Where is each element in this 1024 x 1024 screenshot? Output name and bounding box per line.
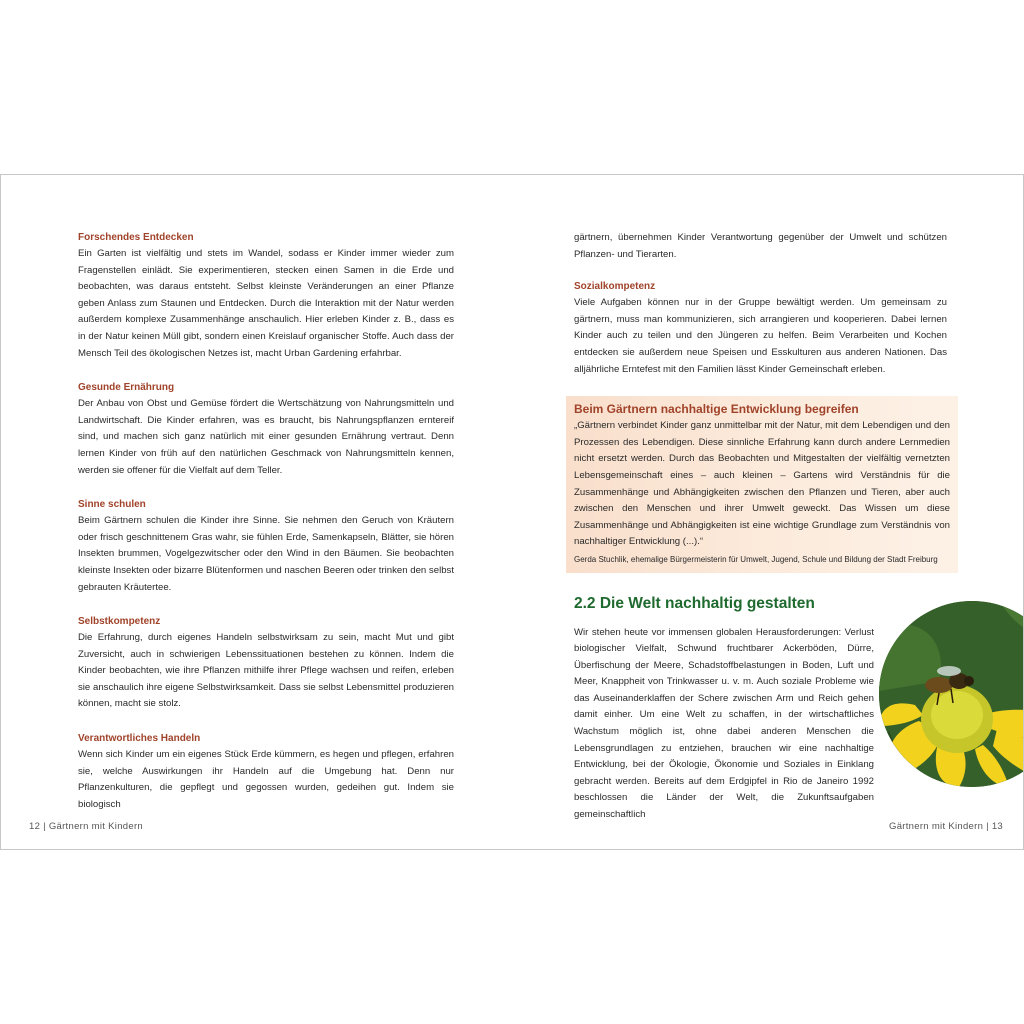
section-sozialkompetenz — [574, 279, 947, 378]
section-body: Viele Aufgaben können nur in der Gruppe bewältigt werden. Um gemeinsam zu gärtnern, muss man kommunizieren, sich arrangieren und kooperieren. Dabei lernen Kinder auch zu teilen und den Jüngeren zu helfen. Beim Verarbeiten und Kochen entdecken sie außerdem neue Speisen und Esskulturen aus anderen Nationen. Das alljährliche Erntefest mit den Familien lässt Kinder Gemeinschaft erleben. — [574, 297, 947, 375]
section-heading: Gesunde Ernährung — [78, 382, 175, 394]
page-footer-left: 12 | Gärtnern mit Kindern — [29, 821, 143, 832]
quote-box — [566, 396, 958, 573]
section-heading: Forschendes Entdecken — [78, 232, 194, 243]
section-title: 2.2 Die Welt nachhaltig gestalten — [574, 594, 815, 612]
quote-heading: Beim Gärtnern nachhaltige Entwicklung begreifen — [574, 402, 859, 417]
left-page-column — [78, 230, 454, 831]
quote-text: „Gärtnern verbindet Kinder ganz unmittelbar mit der Natur, mit dem Lebendigen und den Prozessen des Lebendigen. Diese sinnliche Erfahrung kann durch andere Lernmedien nicht ersetzt werden. Durch das Beobachten und Mitgestalten der vielfältig vernetzten Lebensgemeinschaft eines – auch kleinen – Gartens wird Verständnis für die Zusammenhänge und Abhängigkeiten zwischen den Pflanzen und Tieren, aber auch zwischen den Menschen und ihrer Umwelt geweckt. Das Wissen um diese Zusammenhänge und Abhängigkeiten ist eine wichtige Grundlage zum Verständnis von nachhaltiger Entwicklung (...).“ — [574, 420, 950, 548]
section-heading: Selbstkompetenz — [78, 616, 161, 628]
section-body: Die Erfahrung, durch eigenes Handeln selbstwirksam zu sein, macht Mut und gibt Zuversicht, auch in schwierigen Lebenssituationen bestehen zu können. Indem die Kinder beobachten, wie ihre Pflanzen mithilfe ihrer Pflege wachsen und reifen, erleben sie anschaulich ihre eigene Selbstwirksamkeit. Dass sie selbst Lebensmittel produzieren können, macht sie stolz. — [78, 632, 454, 710]
book-spread — [0, 174, 1024, 850]
quote-source: Gerda Stuchlik, ehemalige Bürgermeisterin für Umwelt, Jugend, Schule und Bildung der Stadt Freiburg — [574, 554, 938, 564]
section-body: Ein Garten ist vielfältig und stets im Wandel, sodass er Kinder immer wieder zum Fragenstellen einlädt. Sie experimentieren, stecken einen Samen in die Erde und beobachten, was daraus entsteht. Selbst kleinste Veränderungen an einer Pflanze geben Anlass zum Staunen und Entdecken. Durch die Interaktion mit der Natur werden außerdem komplexe Zusammenhänge anschaulich. Hier erleben Kinder z. B., dass es in der Natur keinen Müll gibt, sondern einen Kreislauf organischer Stoffe. Auch dass der Mensch Teil des ökologischen Netzes ist, macht Urban Gardening erfahrbar. — [78, 248, 454, 359]
section-heading: Sozialkompetenz — [574, 281, 656, 293]
continuation-text: gärtnern, übernehmen Kinder Verantwortung gegenüber der Umwelt und schützen Pflanzen- und Tierarten. — [574, 232, 947, 260]
section-body: Beim Gärtnern schulen die Kinder ihre Sinne. Sie nehmen den Geruch von Kräutern oder frisch geschnittenem Gras wahr, sie fühlen Erde, Samenkapseln, Blätter, sie hören Insekten brummen, Vogelgezwitscher oder den Wind in den Bäumen. Sie beobachten kleinste Insekten oder bizarre Blütenformen und naschen Beeren oder trinken den selbst gebrauten Kräutertee. — [78, 515, 454, 593]
section-body: Wir stehen heute vor immensen globalen Herausforderungen: Verlust biologischer Vielfalt, Schwund fruchtbarer Ackerböden, Dürre, Überfischung der Meere, Schadstoffbelastungen in Boden, Luft und Meer, Knappheit von Trinkwasser u. v. m. Auch soziale Probleme wie das Auseinanderklaffen der Schere zwischen Arm und Reich gehen damit einher. Um eine Welt zu schaffen, in der wirtschaftliches Wachstum möglich ist, ohne dabei anderen Menschen die Lebensgrundlagen zu entziehen, brauchen wir eine nachhaltige Entwicklung, bei der Ökologie, Ökonomie und Soziales in Einklang gebracht werden. Bereits auf dem Erdgipfel in Rio de Janeiro 1992 beschlossen die Länder der Welt, die Zukunftsaufgaben gemeinschaftlich — [574, 626, 874, 821]
section-heading: Sinne schulen — [78, 499, 146, 511]
section-sinne-schulen — [78, 497, 454, 596]
page-footer-right: Gärtnern mit Kindern | 13 — [889, 821, 1003, 832]
section-heading: Verantwortliches Handeln — [78, 733, 201, 745]
section-selbstkompetenz — [78, 614, 454, 713]
section-body: Wenn sich Kinder um ein eigenes Stück Erde kümmern, es hegen und pflegen, erfahren sie, welche Auswirkungen ihr Handeln auf die Umgebung hat. Denn nur Pflanzenkulturen, die gepflegt und gegossen wurden, gedeihen gut. Indem sie biologisch — [78, 749, 454, 810]
right-page-column — [574, 230, 950, 833]
section-forschendes-entdecken — [78, 230, 454, 362]
section-gesunde-ernaehrung — [78, 380, 454, 479]
section-verantwortliches-handeln — [78, 731, 454, 813]
section-body: Der Anbau von Obst und Gemüse fördert die Wertschätzung von Nahrungsmitteln und Landwirtschaft. Die Kinder erfahren, was es braucht, bis Nahrungspflanzen erntereif sind, und machen sich ganz natürlich mit einer gesunden Ernährung vertraut. Denn lernen Kinder von früh auf den natürlichen Geschmack von Nahrungsmitteln kennen, werden sie offener für die Vielfalt auf dem Teller. — [78, 398, 454, 476]
